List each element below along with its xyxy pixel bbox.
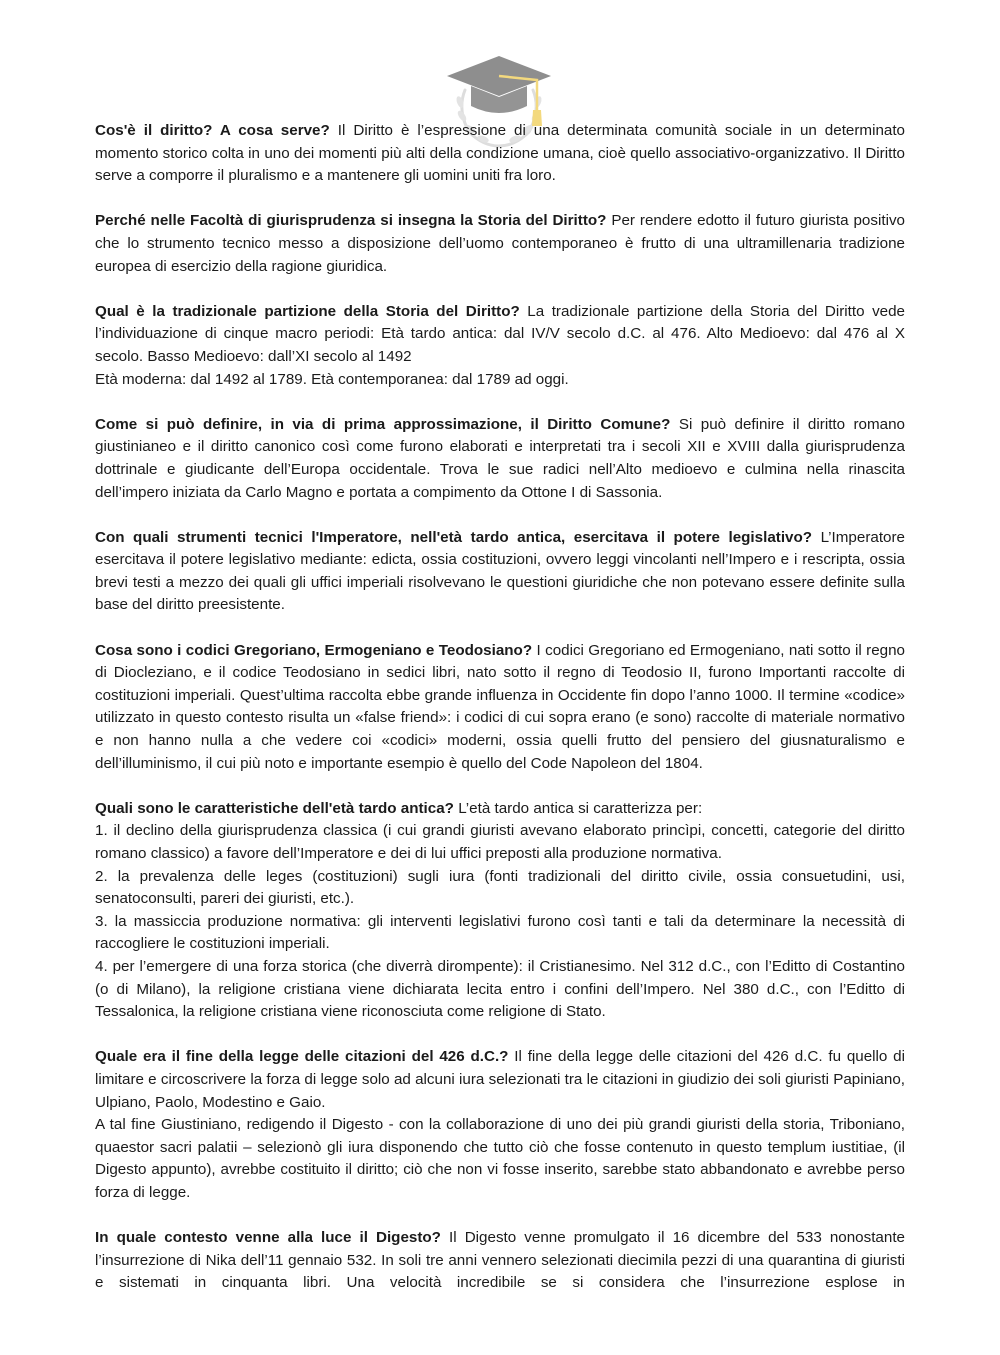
list-item: 2. la prevalenza delle leges (costituzioni) sugli iura (fonti tradizionali del diritto civile, ossia consuetudini, usi, senatoconsulti, pareri dei giuristi, etc.). (95, 867, 905, 908)
answer: L’Imperatore esercitava il potere legislativo mediante: edicta, ossia costituzioni, ovvero leggi vincolanti nell’Impero e i rescripta, ossia brevi testi a mezzo dei quali gli uffici imperiali risolvevano le questioni giuridiche che non potevano essere definite sulla base del diritto preesistente. (95, 528, 905, 614)
question: Perché nelle Facoltà di giurisprudenza si insegna la Storia del Diritto? (95, 212, 607, 230)
qa-block (95, 210, 905, 278)
list-item: 1. il declino della giurisprudenza classica (i cui grandi giuristi avevano elaborato princìpi, concetti, categorie del diritto romano classico) a favore dell’Imperatore e dei di lui uffici preposti alla produzione normativa. (95, 822, 905, 862)
answer: Il fine della legge delle citazioni del 426 d.C. fu quello di limitare e circoscrivere la forza di legge solo ad alcuni iura selezionati tra le citazioni in giudizio dei soli giuristi Papiniano, Ulpiano, Paolo, Modestino e Gaio. (95, 1048, 906, 1111)
answer: Il Diritto è l’espressione di una determinata comunità sociale in un determinato momento storico colta in uno dei momenti più alti della condizione umana, cioè quello associativo-organizzativo. Il Diritto serve a comporre il pluralismo e a mantenere gli uomini uniti fra loro. (95, 122, 906, 185)
qa-block (95, 414, 905, 504)
question: In quale contesto venne alla luce il Digesto? (95, 1229, 441, 1247)
qa-block (95, 301, 905, 391)
qa-block (95, 1227, 905, 1295)
question: Cos'è il diritto? A cosa serve? (95, 122, 330, 139)
qa-block (95, 1046, 905, 1204)
answer-continuation: Età moderna: dal 1492 al 1789. Età contemporanea: dal 1789 ad oggi. (95, 370, 569, 388)
qa-block (95, 527, 905, 617)
qa-block (95, 120, 905, 188)
question: Come si può definire, in via di prima approssimazione, il Diritto Comune? (95, 415, 671, 433)
document-body (95, 120, 905, 1317)
qa-block (95, 798, 905, 1024)
answer: Per rendere edotto il futuro giurista positivo che lo strumento tecnico messo a disposizione dell’uomo contemporaneo è frutto di una ultramillenaria tradizione europea di esercizio della ragione giuridica. (95, 212, 905, 275)
qa-block (95, 640, 905, 776)
question: Qual è la tradizionale partizione della Storia del Diritto? (95, 302, 520, 320)
answer: Si può definire il diritto romano giustinianeo e il diritto canonico così come furono elaborati e interpretati tra i secoli XII e XVIII dalla giurisprudenza dottrinale e giudicante dell’Europa occidentale. Trova le sue radici nell’Alto medioevo e culmina nella rinascita dell’impero iniziata da Carlo Magno e portata a compimento da Ottone I di Sassonia. (95, 415, 905, 501)
answer-continuation: A tal fine Giustiniano, redigendo il Digesto - con la collaborazione di uno dei più grandi giuristi della storia, Triboniano, quaestor sacri palatii – selezionò gli iura disponendo che tutto ciò che fosse contenuto in questo templum iustitiae, (il Digesto appunto), avrebbe costituito il diritto; ciò che non vi fosse inserito, sarebbe stato abbandonato e avrebbe perso forza di legge. (95, 1116, 905, 1201)
answer: I codici Gregoriano ed Ermogeniano, nati sotto il regno di Diocleziano, e il codice Teodosiano in sedici libri, nato sotto il regno di Teodosio II, furono Importanti raccolte di costituzioni imperiali. Quest’ultima raccolta ebbe grande influenza in Occidente fin dopo l’anno 1000. Il termine «codice» utilizzato in questo contesto risulta un «false friend»: i codici di cui sopra erano (e sono) raccolte di materiale normativo e non hanno nulla a che vedere coi «codici» moderni, ossia quelli frutto del pensiero del giusnaturalismo e dell’illuminismo, il cui più noto e importante esempio è quello del Code Napoleon del 1804. (95, 641, 906, 772)
answer: Il Digesto venne promulgato il 16 dicembre del 533 nonostante l’insurrezione di Nika dell’11 gennaio 532. In soli tre anni vennero selezionati diecimila pezzi di una quarantina di giuristi e sistemati in cinquanta libri. Una velocità incredibile se si considera che l’insurrezione esplose in (95, 1229, 905, 1292)
question: Quale era il fine della legge delle citazioni del 426 d.C.? (95, 1048, 509, 1066)
question: Quali sono le caratteristiche dell'età tardo antica? (95, 799, 454, 817)
question: Cosa sono i codici Gregoriano, Ermogeniano e Teodosiano? (95, 641, 533, 659)
list-item: 3. la massiccia produzione normativa: gli interventi legislativi furono così tanti e tali da determinare la necessità di raccogliere le costituzioni imperiali. (95, 912, 905, 953)
list-item: 4. per l’emergere di una forza storica (che diverrà dirompente): il Cristianesimo. Nel 312 d.C., con l’Editto di Costantino (o di Milano), la religione cristiana viene dichiarata lecita entro i confini dell’Impero. Nel 380 d.C., con l’Editto di Tessalonica, la religione cristiana viene riconosciuta come religione di Stato. (95, 957, 905, 1021)
answer: La tradizionale partizione della Storia del Diritto vede l’individuazione di cinque macro periodi: Età tardo antica: dal IV/V secolo d.C. al 476. Alto Medioevo: dal 476 al X secolo. Basso Medioevo: dall’XI secolo al 1492 (95, 302, 906, 365)
question: Con quali strumenti tecnici l'Imperatore, nell'età tardo antica, esercitava il potere legislativo? (95, 528, 813, 546)
answer: L’età tardo antica si caratterizza per: (458, 799, 703, 817)
